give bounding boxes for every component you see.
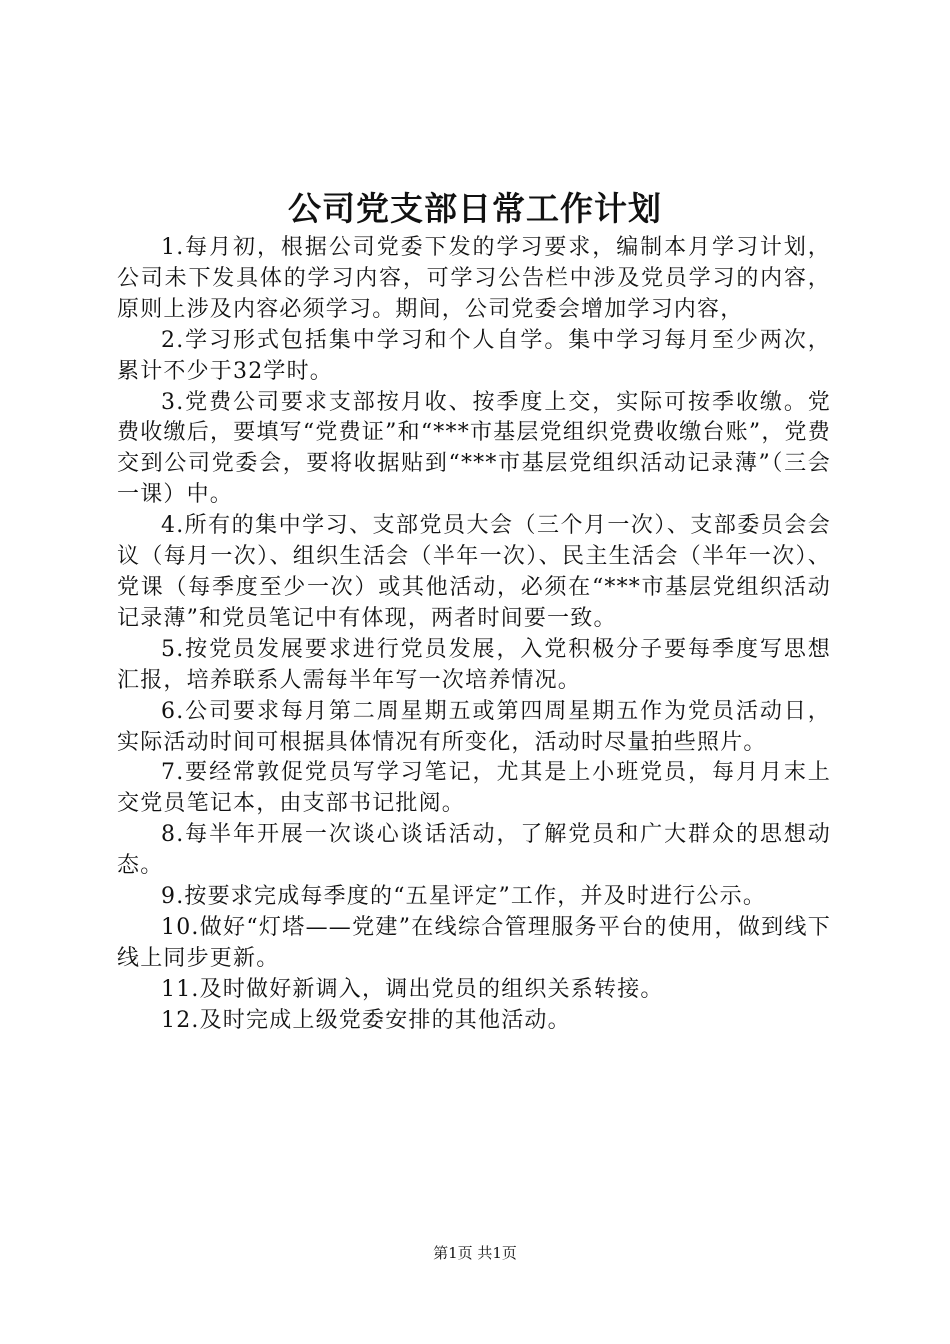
paragraph-10: 10.做好“灯塔——党建”在线综合管理服务平台的使用，做到线下线上同步更新。 xyxy=(117,914,831,971)
paragraph-8: 8.每半年开展一次谈心谈话活动，了解党员和广大群众的思想动态。 xyxy=(117,822,831,879)
paragraph-6: 6.公司要求每月第二周星期五或第四周星期五作为党员活动日，实际活动时间可根据具体情况有所变化，活动时尽量拍些照片。 xyxy=(117,698,831,755)
paragraph-1: 1.每月初，根据公司党委下发的学习要求，编制本月学习计划，公司未下发具体的学习内容，可学习公告栏中涉及党员学习的内容，原则上涉及内容必须学习。期间，公司党委会增加学习内容， xyxy=(117,235,831,322)
paragraph-4: 4.所有的集中学习、支部党员大会（三个月一次）、支部委员会会议（每月一次）、组织生活会（半年一次）、民主生活会（半年一次）、党课（每季度至少一次）或其他活动，必须在“***市基层党组织活动记录薄”和党员笔记中有体现，两者时间要一致。 xyxy=(117,513,831,631)
paragraph-9: 9.按要求完成每季度的“五星评定”工作，并及时进行公示。 xyxy=(161,884,767,910)
document-body xyxy=(117,233,831,1037)
page-footer: 第1页 共1页 xyxy=(433,1244,517,1262)
paragraph-5: 5.按党员发展要求进行党员发展，入党积极分子要每季度写思想汇报，培养联系人需每半年写一次培养情况。 xyxy=(117,636,831,693)
paragraph-3: 3.党费公司要求支部按月收、按季度上交，实际可按季收缴。党费收缴后，要填写“党费证”和“***市基层党组织党费收缴台账”，党费交到公司党委会，要将收据贴到“***市基层党组织活动记录薄”（三会一课）中。 xyxy=(117,389,831,508)
paragraph-11: 11.及时做好新调入，调出党员的组织关系转接。 xyxy=(161,976,664,1002)
paragraph-2: 2.学习形式包括集中学习和个人自学。集中学习每月至少两次，累计不少于32学时。 xyxy=(117,327,831,384)
paragraph-7: 7.要经常敦促党员写学习笔记，尤其是上小班党员，每月月末上交党员笔记本，由支部书记批阅。 xyxy=(117,760,831,817)
paragraph-12: 12.及时完成上级党委安排的其他活动。 xyxy=(161,1007,571,1033)
document-title: 公司党支部日常工作计划 xyxy=(288,189,662,228)
